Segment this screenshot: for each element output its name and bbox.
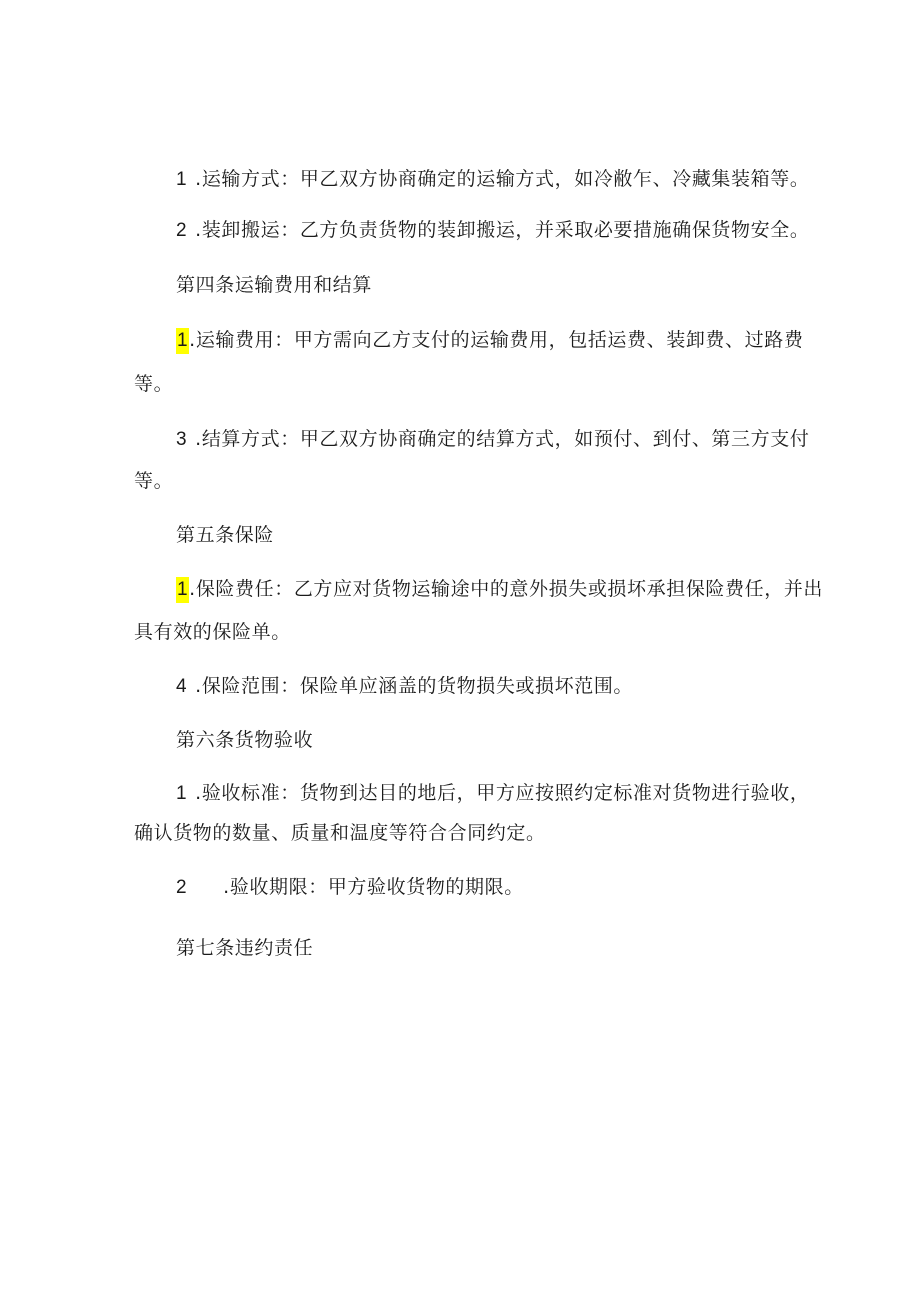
item-text: 运输费用：甲方需向乙方支付的运输费用，包括运费、装卸费、过路费 bbox=[195, 329, 804, 351]
clause-item-insurance-liability-continuation: 具有效的保险单。 bbox=[134, 621, 291, 643]
item-dot: . bbox=[195, 675, 202, 697]
item-text: 验收期限：甲方验收货物的期限。 bbox=[229, 876, 524, 898]
item-dot: . bbox=[189, 578, 196, 600]
item-dot: . bbox=[195, 428, 202, 450]
clause-item-insurance-scope bbox=[176, 673, 633, 700]
item-text: 保险范围：保险单应涵盖的货物损失或损坏范围。 bbox=[201, 675, 634, 697]
highlighted-item-number: 1 bbox=[176, 577, 189, 603]
section-heading-article-7: 第七条违约责任 bbox=[176, 937, 314, 959]
item-text: 保险费任：乙方应对货物运输途中的意外损失或损坏承担保险费任，并出 bbox=[195, 578, 824, 600]
item-number: 2 bbox=[176, 877, 188, 898]
clause-item-settlement-continuation: 等。 bbox=[134, 470, 174, 492]
item-dot: . bbox=[223, 876, 230, 898]
item-number: 1 bbox=[176, 169, 188, 190]
item-text: 装卸搬运：乙方负责货物的装卸搬运，并采取必要措施确保货物安全。 bbox=[201, 219, 810, 241]
item-text: 验收标准：货物到达目的地后，甲方应按照约定标准对货物进行验收， bbox=[201, 782, 810, 804]
clause-item-settlement bbox=[176, 426, 809, 453]
item-dot: . bbox=[195, 219, 202, 241]
item-number: 2 bbox=[176, 220, 188, 241]
clause-item-transport-method bbox=[176, 166, 809, 193]
item-dot: . bbox=[195, 168, 202, 190]
item-dot: . bbox=[195, 782, 202, 804]
clause-item-loading bbox=[176, 217, 809, 244]
item-dot: . bbox=[189, 329, 196, 351]
item-number: 1 bbox=[176, 783, 188, 804]
clause-item-transport-fee bbox=[176, 327, 803, 354]
clause-item-insurance-liability bbox=[176, 576, 823, 603]
clause-item-acceptance-standard bbox=[176, 780, 809, 807]
clause-item-acceptance-period bbox=[176, 874, 524, 901]
item-text: 运输方式：甲乙双方协商确定的运输方式，如冷敝乍、冷藏集装箱等。 bbox=[201, 168, 810, 190]
highlighted-item-number: 1 bbox=[176, 328, 189, 354]
section-heading-article-4: 第四条运输费用和结算 bbox=[176, 274, 373, 296]
section-heading-article-6: 第六条货物验收 bbox=[176, 729, 314, 751]
item-text: 结算方式：甲乙双方协商确定的结算方式，如预付、到付、第三方支付 bbox=[201, 428, 810, 450]
item-number: 3 bbox=[176, 429, 188, 450]
clause-item-transport-fee-continuation: 等。 bbox=[134, 373, 174, 395]
section-heading-article-5: 第五条保险 bbox=[176, 524, 275, 546]
item-number: 4 bbox=[176, 676, 188, 697]
clause-item-acceptance-standard-continuation: 确认货物的数量、质量和温度等符合合同约定。 bbox=[134, 822, 546, 844]
